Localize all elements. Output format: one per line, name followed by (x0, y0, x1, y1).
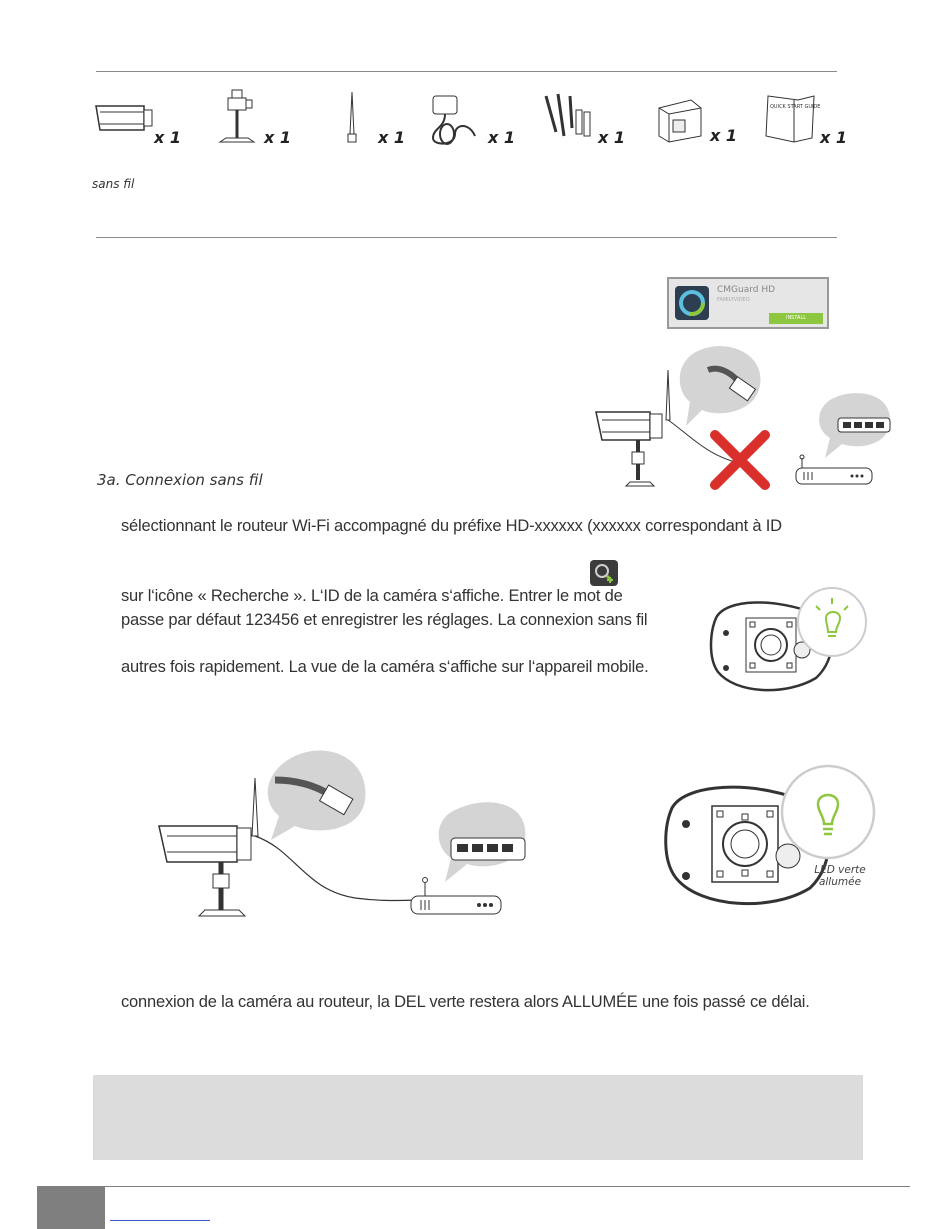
contents-caption: sans fil (92, 177, 135, 191)
camera-icon (92, 100, 156, 136)
app-logo-icon (675, 286, 709, 320)
antenna-icon (342, 90, 362, 146)
body-line-4: autres fois rapidement. La vue de la caméra s‘affiche sur l‘appareil mobile. (121, 658, 649, 676)
section-3a-heading: 3a. Connexion sans fil (97, 471, 263, 489)
app-publisher: FAMILYVIDEO (717, 297, 750, 303)
closing-line: connexion de la caméra au routeur, la DEL verte restera alors ALLUMÉE une fois passé ce délai. (121, 993, 810, 1011)
weather-cap-icon (655, 96, 705, 144)
install-button[interactable]: INSTALL (769, 313, 823, 324)
qty-antenna: x 1 (378, 128, 406, 147)
body-line-2: sur l‘icône « Recherche ». L‘ID de la caméra s‘affiche. Entrer le mot de (121, 587, 623, 605)
power-adapter-icon (425, 92, 487, 148)
quick-start-guide-icon (764, 92, 821, 146)
top-divider (96, 71, 837, 72)
footer-link-underline[interactable] (110, 1220, 210, 1221)
note-box (93, 1075, 863, 1160)
qty-adapter: x 1 (488, 128, 516, 147)
app-name: CMGuard HD (717, 285, 776, 295)
camera-stand-icon (218, 88, 262, 146)
footer-page-block (37, 1186, 105, 1229)
app-store-card (667, 277, 829, 329)
wireless-setup-diagram (590, 340, 890, 495)
led-caption: LED verte allumée (814, 864, 866, 888)
screws-anchors-icon (540, 92, 596, 144)
qty-cap: x 1 (710, 126, 738, 145)
search-icon (590, 560, 618, 586)
body-line-3: passe par défaut 123456 et enregistrer les réglages. La connexion sans fil (121, 611, 648, 629)
section-divider (96, 237, 837, 238)
camera-back-led-small (706, 588, 872, 698)
qty-guide: x 1 (820, 128, 848, 147)
footer-rule (105, 1186, 910, 1187)
qty-screws: x 1 (598, 128, 626, 147)
camera-back-led-large (660, 764, 880, 910)
guide-label: QUICK START GUIDE (770, 104, 821, 110)
wired-setup-diagram (155, 740, 535, 920)
qty-camera: x 1 (154, 128, 182, 147)
qty-stand: x 1 (264, 128, 292, 147)
body-line-1: sélectionnant le routeur Wi-Fi accompagné du préfixe HD-xxxxxx (xxxxxx correspondant à ID (121, 517, 782, 535)
